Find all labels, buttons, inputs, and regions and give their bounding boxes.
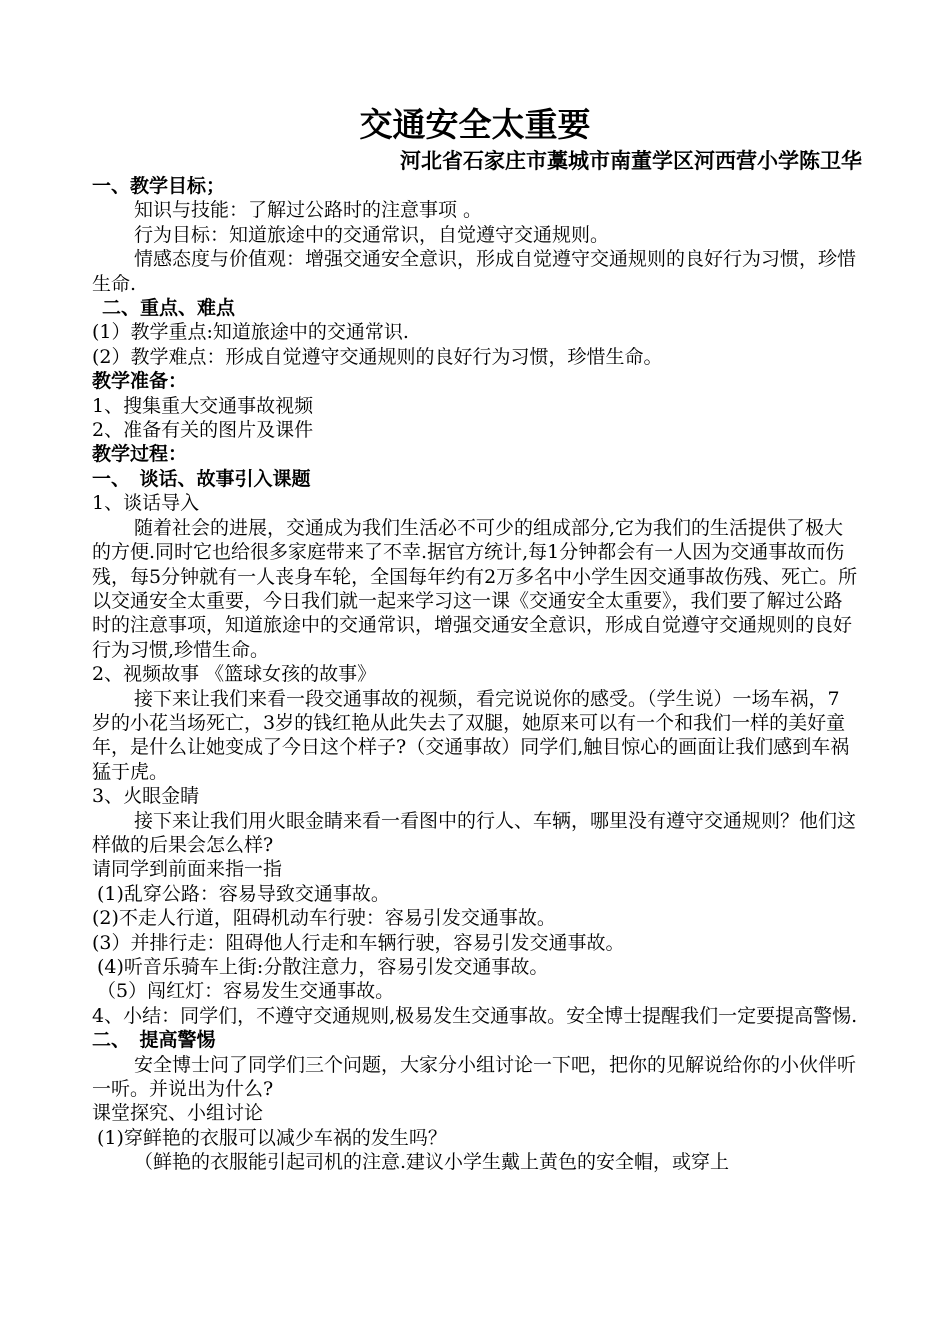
section-heading: 一、教学目标； (92, 175, 226, 197)
paragraph: (3）并排行走：阻碍他人行走和车辆行驶，容易引发交通事故。 (92, 931, 625, 954)
document-body (92, 174, 858, 1175)
paragraph: 请同学到前面来指一指 (92, 858, 283, 881)
paragraph: （鲜艳的衣服能引起司机的注意.建议小学生戴上黄色的安全帽，或穿上 (134, 1151, 730, 1174)
paragraph: 情感态度与价值观：增强交通安全意识，形成自觉遵守交通规则的良好行为习惯，珍惜生命. (92, 248, 857, 295)
section-heading: 二、重点、难点 (102, 297, 236, 320)
paragraph: 课堂探究、小组讨论 (92, 1102, 264, 1125)
document-title: 交通安全太重要 (359, 105, 591, 144)
paragraph: 行为目标：知道旅途中的交通常识，自觉遵守交通规则。 (134, 223, 610, 246)
paragraph: 3、火眼金睛 (92, 785, 200, 808)
paragraph: （5）闯红灯：容易发生交通事故。 (97, 980, 395, 1003)
section-heading: 教学准备： (92, 370, 188, 393)
paragraph: 2、视频故事 《篮球女孩的故事》 (92, 663, 377, 686)
paragraph: 1、搜集重大交通事故视频 (92, 394, 314, 417)
section-heading: 二、 提高警惕 (92, 1029, 216, 1052)
paragraph: (1）教学重点:知道旅途中的交通常识. (92, 321, 409, 344)
paragraph: (2）教学难点：形成自觉遵守交通规则的良好行为习惯，珍惜生命。 (92, 345, 663, 368)
paragraph: (1)乱穿公路：容易导致交通事故。 (97, 882, 390, 905)
paragraph: 接下来让我们用火眼金睛来看一看图中的行人、车辆，哪里没有遵守交通规则？他们这样做的后果会怎么样? (92, 809, 857, 856)
section-heading: 一、 谈话、故事引入课题 (92, 467, 311, 490)
paragraph: 4、小结：同学们，不遵守交通规则,极易发生交通事故。安全博士提醒我们一定要提高警惕. (92, 1004, 858, 1027)
paragraph: 安全博士问了同学们三个问题，大家分小组讨论一下吧，把你的见解说给你的小伙伴听一听。并说出为什么? (92, 1053, 857, 1101)
paragraph: (4)听音乐骑车上街:分散注意力，容易引发交通事故。 (97, 956, 549, 978)
section-heading: 教学过程： (92, 443, 188, 466)
paragraph: (2)不走人行道，阻碍机动车行驶：容易引发交通事故。 (92, 907, 556, 930)
paragraph: 1、谈话导入 (92, 492, 200, 515)
document-author: 河北省石家庄市藁城市南董学区河西营小学陈卫华 (400, 149, 862, 173)
paragraph: 2、准备有关的图片及课件 (92, 419, 314, 442)
paragraph: (1)穿鲜艳的衣服可以减少车祸的发生吗？ (97, 1126, 447, 1149)
paragraph: 随着社会的进展，交通成为我们生活必不可少的组成部分,它为我们的生活提供了极大的方便.同时它也给很多家庭带来了不幸.据官方统计,每1分钟都会有一人因为交通事故而伤残，每5分钟就有一人丧身车轮，全国每年约有2万多名中小学生因交通事故伤残、死亡。所以交通安全太重要，今日我们就一起来学习这一课《交通安全太重要》，我们要了解过公路时的注意事项，知道旅途中的交通常识，增强交通安全意识，形成自觉遵守交通规则的良好行为习惯,珍惜生命。 (92, 516, 858, 661)
paragraph: 接下来让我们来看一段交通事故的视频，看完说说你的感受。（学生说）一场车祸，7岁的小花当场死亡，3岁的钱红艳从此失去了双腿，她原来可以有一个和我们一样的美好童年，是什么让她变成了今日这个样子?（交通事故）同学们,触目惊心的画面让我们感到车祸猛于虎。 (92, 687, 850, 783)
paragraph: 知识与技能：了解过公路时的注意事项 。 (134, 199, 483, 222)
